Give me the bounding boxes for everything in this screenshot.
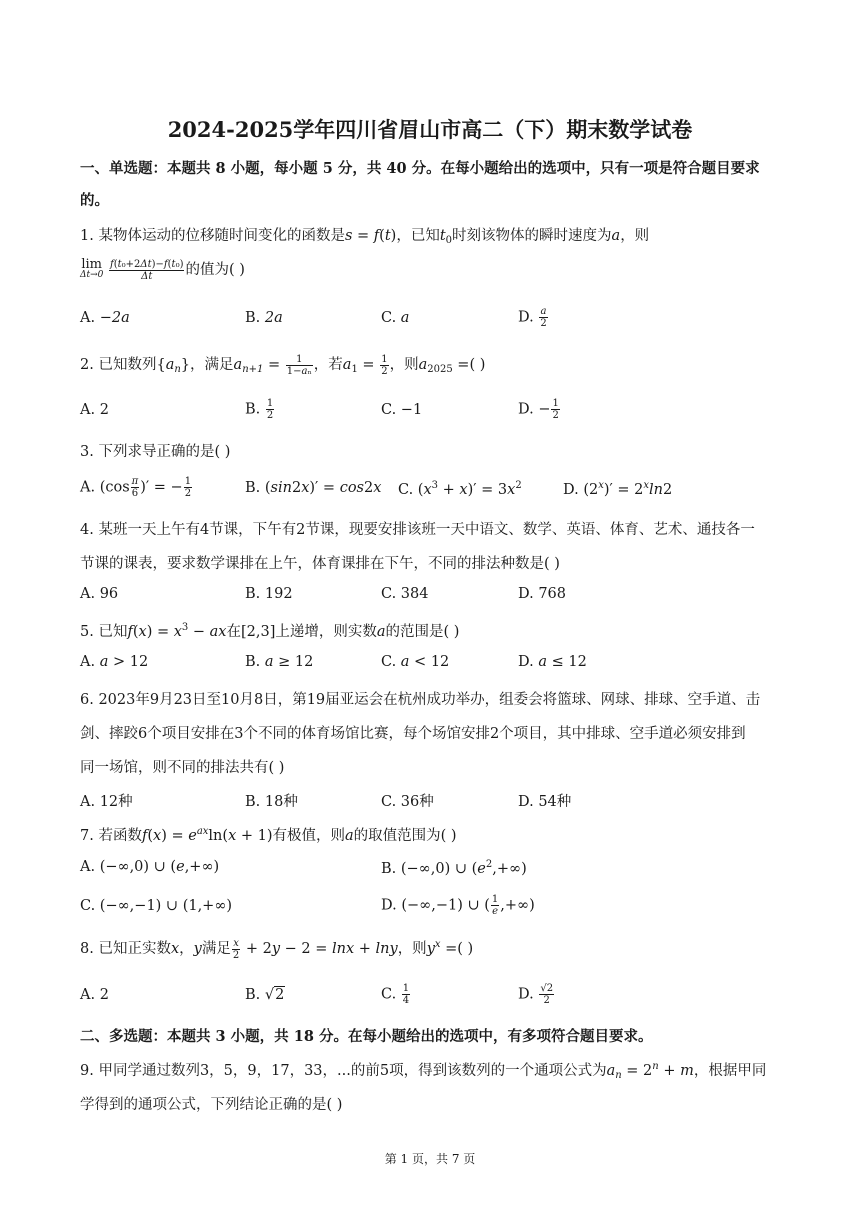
question-8-stem: 8. 已知正实数x，y满足 $\frac{x}{2}$ + 2y − 2 = lnx + lny，则$y^x$ =( ) — [80, 937, 474, 961]
question-4-option-d[interactable]: D. 768 — [518, 586, 567, 602]
page-title: 2024-2025学年四川省眉山市高二（下）期末数学试卷 — [167, 117, 693, 142]
question-3-option-a[interactable]: A. (cos $\frac{\pi}{6}$ )′ = − $\frac{1}{2}$ — [80, 476, 192, 499]
question-1-option-d[interactable]: D. $\frac{a}{2}$ — [518, 306, 547, 329]
question-2-option-a[interactable]: A. 2 — [80, 402, 109, 418]
question-3-option-d[interactable]: D. $(2^x)' = 2^x\ln 2$ — [563, 480, 673, 498]
question-6-option-b[interactable]: B. 18种 — [245, 794, 298, 810]
question-5-option-d[interactable]: D. a ≤ 12 — [518, 654, 587, 670]
question-6-stem-line1: 6. 2023年9月23日至10月8日，第19届亚运会在杭州成功举办，组委会将篮球、网球、排球、空手道、击 — [80, 692, 761, 708]
question-4-stem-line1: 4. 某班一天上午有4节课，下午有2节课，现要安排该班一天中语文、数学、英语、体育、艺术、通技各一 — [80, 522, 755, 538]
question-6-option-c[interactable]: C. 36种 — [381, 794, 434, 810]
section-2-heading: 二、多选题：本题共 3 小题，共 18 分。在每小题给出的选项中，有多项符合题目要求。 — [80, 1028, 653, 1045]
question-5-stem: 5. 已知$f(x) = x^3$ − ax在[2,3]上递增，则实数a的范围是( ) — [80, 622, 460, 640]
question-1-stem: 1. 某物体运动的位移随时间变化的函数是s = f(t)，已知$t_0$时刻该物体的瞬时速度为a，则 — [80, 228, 650, 246]
question-4-option-c[interactable]: C. 384 — [381, 586, 429, 602]
question-3-stem: 3. 下列求导正确的是( ) — [80, 444, 231, 460]
question-1-limit: lim Δt→0 $\frac{\text{f(t₀+2Δt)−f(t₀)}}{\Delta t}$ 的值为( ) — [80, 257, 245, 282]
question-7-option-c[interactable]: C. (−∞,−1) ∪ (1,+∞) — [80, 898, 233, 914]
question-5-option-c[interactable]: C. a < 12 — [381, 654, 450, 670]
question-6-stem-line2: 剑、摔跤6个项目安排在3个不同的体育场馆比赛，每个场馆安排2个项目，其中排球、空手道必须安排到 — [80, 726, 746, 742]
question-7-option-a[interactable]: A. (−∞,0) ∪ (e,+∞) — [80, 859, 220, 875]
question-2-option-c[interactable]: C. −1 — [381, 402, 423, 418]
question-3-option-c[interactable]: C. $(x^3 + x)' = 3x^2$ — [398, 480, 522, 498]
section-1-heading-line2: 的。 — [80, 192, 109, 209]
question-8-option-d[interactable]: D. $\frac{√2}{2}$ — [518, 983, 554, 1006]
question-4-option-a[interactable]: A. 96 — [80, 586, 119, 602]
question-7-option-d[interactable]: D. (−∞,−1) ∪ ( $\frac{1}{e}$ ,+∞) — [381, 894, 535, 917]
question-1-option-a[interactable]: A. −2a — [80, 310, 130, 326]
question-8-option-b[interactable]: B. √2 — [245, 987, 285, 1003]
question-8-option-c[interactable]: C. $\frac{1}{4}$ — [381, 983, 410, 1006]
section-1-heading-line1: 一、单选题：本题共 8 小题，每小题 5 分，共 40 分。在每小题给出的选项中，只有一项是符合题目要求 — [80, 160, 760, 177]
question-3-option-b[interactable]: B. (sin2x)′ = cos2x — [245, 480, 382, 496]
question-1-option-c[interactable]: C. a — [381, 310, 410, 326]
question-6-option-d[interactable]: D. 54种 — [518, 794, 572, 810]
page-footer: 第 1 页，共 7 页 — [384, 1152, 476, 1166]
question-2-stem: 2. 已知数列$\{a_n\}$，满足$a_{n+1}$ = $\frac{1}{\text{1−aₙ}}$ ，若$a_1$ = $\frac{1}{2}$ ，则$a_{2025}$ =( ) — [80, 353, 486, 377]
question-7-option-b[interactable]: B. (−∞,0) ∪ $(e^2,+\infty)$ — [381, 859, 527, 877]
question-8-option-a[interactable]: A. 2 — [80, 987, 109, 1003]
question-2-option-b[interactable]: B. $\frac{1}{2}$ — [245, 398, 274, 421]
question-4-option-b[interactable]: B. 192 — [245, 586, 293, 602]
question-4-stem-line2: 节课的课表，要求数学课排在上午，体育课排在下午，不同的排法种数是( ) — [80, 556, 560, 572]
question-9-stem-line1: 9. 甲同学通过数列3，5，9，17，33，...的前5项，得到该数列的一个通项公式为$a_n = 2^n + m$，根据甲同 — [80, 1061, 767, 1081]
question-7-stem: 7. 若函数$f(x) = e^{ax}\ln(x + 1)$有极值，则a的取值范围为( ) — [80, 826, 457, 844]
question-9-stem-line2: 学得到的通项公式，下列结论正确的是( ) — [80, 1097, 343, 1113]
question-5-option-b[interactable]: B. a ≥ 12 — [245, 654, 314, 670]
question-5-option-a[interactable]: A. a > 12 — [80, 654, 149, 670]
question-1-option-b[interactable]: B. 2a — [245, 310, 283, 326]
question-6-option-a[interactable]: A. 12种 — [80, 794, 133, 810]
question-2-option-d[interactable]: D. − $\frac{1}{2}$ — [518, 398, 559, 421]
question-6-stem-line3: 同一场馆，则不同的排法共有( ) — [80, 760, 285, 776]
